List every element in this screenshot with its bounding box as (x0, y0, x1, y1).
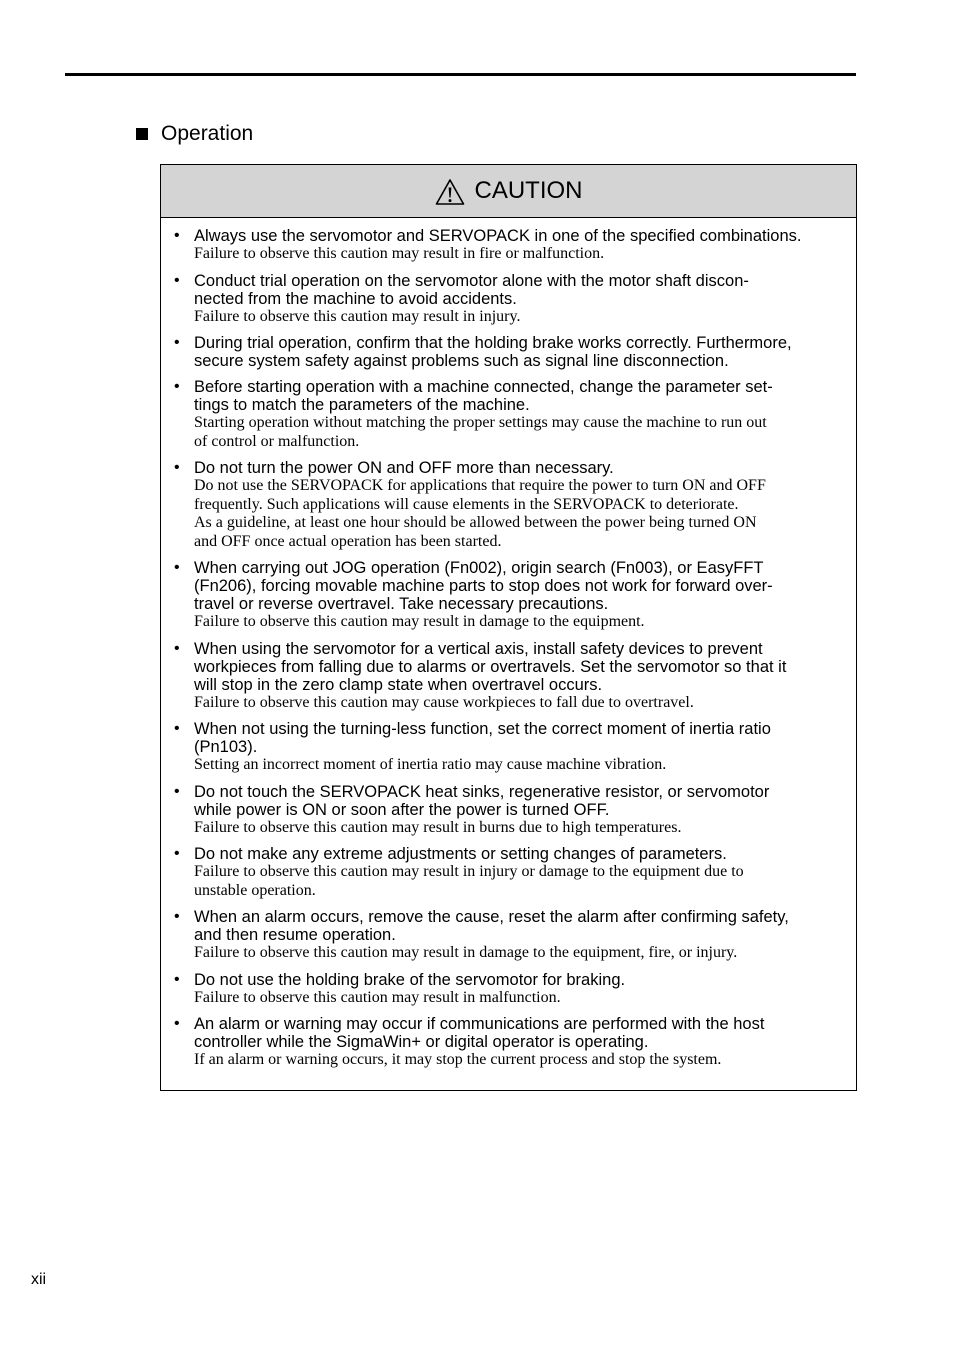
caution-item-note: Failure to observe this caution may result in injury or damage to the equipment due to unstable operation. (194, 863, 744, 899)
caution-item-note: As a guideline, at least one hour should be allowed between the power being turned ON and OFF once actual operation has been started. (194, 514, 757, 550)
bullet-icon: • (174, 459, 180, 476)
caution-item-text: During trial operation, confirm that the holding brake works correctly. Furthermore, secure system safety against problems such as signal line disconnection. (194, 334, 792, 370)
caution-item-note: Failure to observe this caution may result in burns due to high temperatures. (194, 818, 682, 836)
square-bullet-icon (136, 128, 148, 140)
caution-item-text: Before starting operation with a machine connected, change the parameter set- tings to match the parameters of the machine. (194, 378, 773, 414)
caution-item-text: When not using the turning-less function, set the correct moment of inertia ratio (Pn103). (194, 720, 771, 756)
caution-item-note: Failure to observe this caution may result in injury. (194, 307, 521, 325)
caution-item-note: Starting operation without matching the proper settings may cause the machine to run out of control or malfunction. (194, 414, 767, 450)
caution-item-text: Do not turn the power ON and OFF more than necessary. (194, 459, 614, 477)
bullet-icon: • (174, 720, 180, 737)
caution-title: CAUTION (474, 177, 583, 204)
caution-item (161, 378, 846, 451)
caution-item-text: Do not make any extreme adjustments or setting changes of parameters. (194, 845, 727, 863)
caution-item-text: When using the servomotor for a vertical axis, install safety devices to prevent workpieces from falling due to alarms or overtravels. Set the servomotor so that it will stop in the zero clamp state when overtravel occurs. (194, 639, 787, 694)
bullet-icon: • (174, 227, 180, 244)
top-rule (65, 73, 856, 76)
caution-item (161, 272, 846, 327)
caution-item (161, 971, 846, 1008)
caution-item-note: Failure to observe this caution may result in damage to the equipment. (194, 613, 645, 630)
caution-item-note: If an alarm or warning occurs, it may stop the current process and stop the system. (194, 1051, 722, 1068)
caution-item-note: Failure to observe this caution may result in fire or malfunction. (194, 245, 605, 262)
caution-item-text: Conduct trial operation on the servomotor alone with the motor shaft discon- nected from the machine to avoid accidents. (194, 271, 749, 308)
section-heading-label: Operation (161, 122, 254, 145)
caution-item-text: When an alarm occurs, remove the cause, reset the alarm after confirming safety, and then resume operation. (194, 908, 789, 944)
bullet-icon: • (174, 271, 180, 289)
warning-triangle-icon (435, 178, 465, 206)
caution-item (161, 1015, 846, 1070)
caution-item-text: When carrying out JOG operation (Fn002), origin search (Fn003), or EasyFFT (Fn206), forcing movable machine parts to stop does not work for forward over- travel or reverse overtravel. Take necessary precautions. (194, 559, 773, 613)
bullet-icon: • (174, 559, 180, 576)
caution-item (161, 640, 846, 713)
bullet-icon: • (174, 970, 180, 988)
caution-item-note: Failure to observe this caution may result in damage to the equipment, fire, or injury. (194, 944, 738, 961)
caution-list (161, 218, 856, 1070)
caution-box (160, 164, 857, 1091)
caution-item (161, 227, 846, 264)
caution-item-text: An alarm or warning may occur if communications are performed with the host controller while the SigmaWin+ or digital operator is operating. (194, 1015, 765, 1051)
caution-item (161, 783, 846, 838)
caution-item-note: Failure to observe this caution may result in malfunction. (194, 988, 561, 1006)
caution-item-text: Always use the servomotor and SERVOPACK in one of the specified combinations. (194, 227, 802, 245)
bullet-icon: • (174, 845, 180, 862)
bullet-icon: • (174, 908, 180, 925)
caution-item-note: Failure to observe this caution may cause workpieces to fall due to overtravel. (194, 693, 694, 711)
caution-item (161, 334, 846, 370)
caution-item (161, 908, 846, 963)
caution-item (161, 459, 846, 551)
caution-item-note: Setting an incorrect moment of inertia ratio may cause machine vibration. (194, 756, 667, 773)
bullet-icon: • (174, 1015, 180, 1032)
bullet-icon: • (174, 782, 180, 800)
page-number: xii (31, 1271, 47, 1288)
caution-item (161, 720, 846, 775)
caution-item-text: Do not use the holding brake of the servomotor for braking. (194, 970, 626, 989)
caution-item-note: Do not use the SERVOPACK for applications that require the power to turn ON and OFF frequently. Such applications will cause elements in the SERVOPACK to deteriorate. (194, 477, 766, 513)
caution-header (161, 165, 856, 218)
bullet-icon: • (174, 378, 180, 395)
bullet-icon: • (174, 639, 180, 657)
section-heading (136, 122, 253, 146)
caution-item-text: Do not touch the SERVOPACK heat sinks, regenerative resistor, or servomotor while power is ON or soon after the power is turned OFF. (194, 782, 770, 819)
bullet-icon: • (174, 334, 180, 351)
caution-item (161, 559, 846, 632)
caution-item (161, 845, 846, 900)
